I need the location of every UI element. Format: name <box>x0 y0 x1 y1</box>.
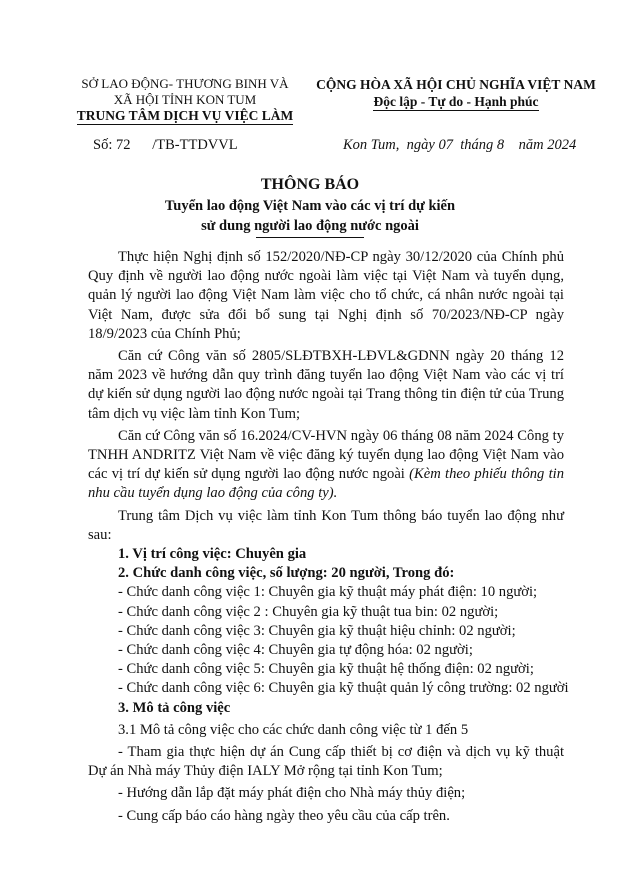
agency-line-3: TRUNG TÂM DỊCH VỤ VIỆC LÀM <box>76 108 294 123</box>
position-item: - Chức danh công việc 4: Chuyên gia tự động hóa: 02 người; <box>118 642 473 659</box>
section-heading-1: 1. Vị trí công việc: Chuyên gia <box>118 546 307 563</box>
country-name: CỘNG HÒA XÃ HỘI CHỦ NGHĨA VIỆT NAM <box>316 77 596 92</box>
position-item: - Chức danh công việc 1: Chuyên gia kỹ thuật máy phát điện: 10 người; <box>118 584 538 601</box>
national-motto <box>316 76 596 111</box>
description-item: - Hướng dẫn lắp đặt máy phát điện cho Nhà máy thủy điện; <box>118 785 466 802</box>
paragraph-company-letter <box>88 427 564 504</box>
company-letter-note: (Kèm theo phiếu thông tin nhu cầu tuyển dụng lao động của công ty). <box>88 466 564 502</box>
document-title: THÔNG BÁO <box>260 176 360 193</box>
section-heading-3: 3. Mô tả công việc <box>118 699 231 716</box>
place-date: Kon Tum, ngày 07 tháng 8 năm 2024 <box>343 137 577 153</box>
paragraph-official-letter: Căn cứ Công văn số 2805/SLĐTBXH-LĐVL&GDNN ngày 20 tháng 12 năm 2023 về hướng dẫn quy trình đăng tuyển lao động Việt Nam vào các vị trí dự kiến sử dụng người lao động nước ngoài tại Trang thông tin điện tử của Trung tâm dịch vụ việc làm tỉnh Kon Tum; <box>88 348 564 422</box>
document-reference: Số: 72 /TB-TTDVVL <box>93 137 238 153</box>
paragraph-decree: Thực hiện Nghị định số 152/2020/NĐ-CP ngày 30/12/2020 của Chính phủ Quy định về người lao động nước ngoài làm việc tại Việt Nam và tuyển dụng, quản lý người lao động Việt Nam làm việc cho tổ chức, cá nhân nước ngoài tại Việt Nam, được sửa đổi bổ sung tại Nghị định số 70/2023/NĐ-CP ngày 18/9/2023 của Chính Phủ; <box>88 249 564 342</box>
document-body <box>88 248 569 826</box>
paragraph-announcement: Trung tâm Dịch vụ việc làm tỉnh Kon Tum thông báo tuyển lao động như sau: <box>88 507 564 543</box>
section-heading-2: 2. Chức danh công việc, số lượng: 20 người, Trong đó: <box>118 565 455 582</box>
issuing-agency <box>60 76 310 125</box>
agency-line-1: SỞ LAO ĐỘNG- THƯƠNG BINH VÀ <box>81 76 289 91</box>
agency-line-2: XÃ HỘI TỈNH KON TUM <box>113 92 257 107</box>
description-item: - Cung cấp báo cáo hàng ngày theo yêu cầu của cấp trên. <box>118 807 450 824</box>
position-item: - Chức danh công việc 2 : Chuyên gia kỹ thuật tua bin: 02 người; <box>118 603 499 620</box>
document-subtitle <box>0 196 620 236</box>
subtitle-line-1: Tuyển lao động Việt Nam vào các vị trí dự kiến <box>164 198 456 214</box>
title-divider <box>256 237 364 238</box>
position-item: - Chức danh công việc 3: Chuyên gia kỹ thuật hiệu chỉnh: 02 người; <box>118 622 516 639</box>
motto: Độc lập - Tự do - Hạnh phúc <box>373 94 539 109</box>
position-item: - Chức danh công việc 5: Chuyên gia kỹ thuật hệ thống điện: 02 người; <box>118 661 534 678</box>
description-intro: 3.1 Mô tả công việc cho các chức danh công việc từ 1 đến 5 <box>118 721 469 738</box>
company-letter-text: Căn cứ Công văn số 16.2024/CV-HVN ngày 06 tháng 08 năm 2024 Công ty TNHH ANDRITZ Việt Nam về việc đăng ký tuyển dụng lao động Việt Nam vào các vị trí dự kiến sử dụng người lao động nước ngoài <box>88 427 564 483</box>
subtitle-line-2: sử dung người lao động nước ngoài <box>201 218 419 234</box>
position-item: - Chức danh công việc 6: Chuyên gia kỹ thuật quản lý công trường: 02 người <box>118 680 569 697</box>
description-item: - Tham gia thực hiện dự án Cung cấp thiết bị cơ điện và dịch vụ kỹ thuật Dự án Nhà máy Thủy điện IALY Mở rộng tại tỉnh Kon Tum; <box>88 744 564 780</box>
